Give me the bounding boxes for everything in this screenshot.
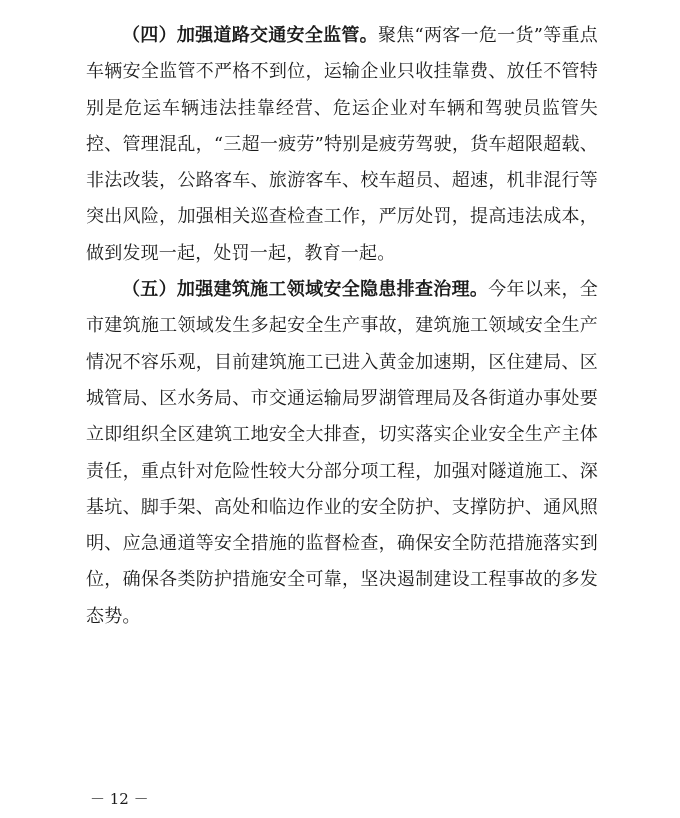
paragraph-heading: （四）加强道路交通安全监管。 (122, 25, 378, 46)
paragraph-road-traffic-safety (86, 18, 598, 272)
paragraph-construction-safety (86, 272, 598, 635)
page-number: － 12 － (90, 790, 149, 808)
paragraph-text: 聚焦“两客一危一货”等重点车辆安全监管不严格不到位，运输企业只收挂靠费、放任不管特别是危运车辆违法挂靠经营、危运企业对车辆和驾驶员监管失控、管理混乱，“三超一疲劳”特别是疲劳驾驶，货车超限超载、非法改装，公路客车、旅游客车、校车超员、超速，机非混行等突出风险，加强相关巡查检查工作，严厉处罚，提高违法成本，做到发现一起，处罚一起，教育一起。 (86, 25, 598, 264)
paragraph-text: 今年以来，全市建筑施工领域发生多起安全生产事故，建筑施工领域安全生产情况不容乐观，目前建筑施工已进入黄金加速期，区住建局、区城管局、区水务局、市交通运输局罗湖管理局及各街道办事处要立即组织全区建筑工地安全大排查，切实落实企业安全生产主体责任，重点针对危险性较大分部分项工程，加强对隧道施工、深基坑、脚手架、高处和临边作业的安全防护、支撑防护、通风照明、应急通道等安全措施的监督检查，确保安全防范措施落实到位，确保各类防护措施安全可靠，坚决遏制建设工程事故的多发态势。 (86, 279, 599, 627)
document-body (86, 18, 598, 635)
paragraph-heading: （五）加强建筑施工领域安全隐患排查治理。 (122, 279, 489, 301)
